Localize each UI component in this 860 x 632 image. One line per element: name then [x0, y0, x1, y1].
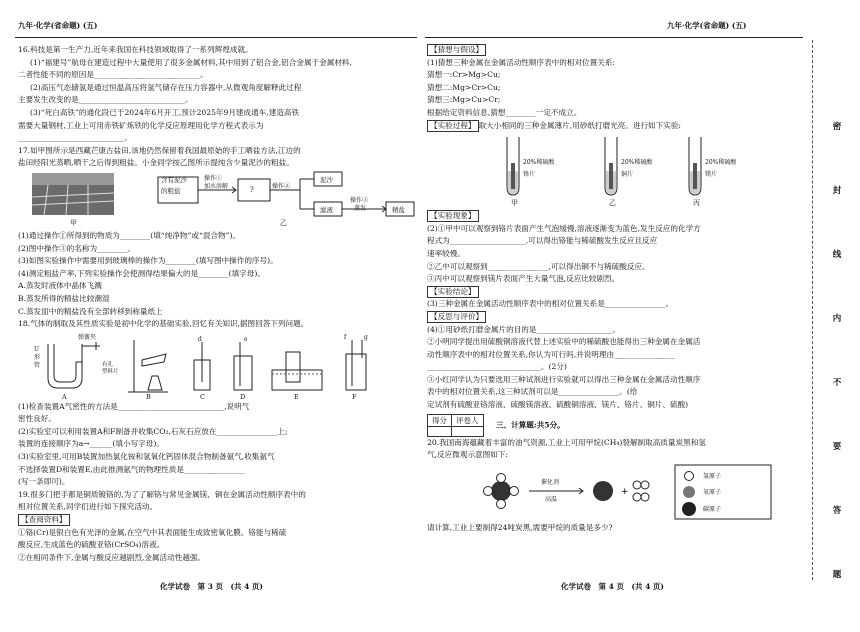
tube-jia-metal: 铬片: [523, 171, 536, 179]
q17-option: B.蒸发所得的精盐比较潮湿: [18, 293, 110, 303]
q20-line: 气,反应微观示意图如下:: [427, 450, 508, 460]
fig-label-yi: 乙: [280, 218, 287, 227]
seal-char: 封: [832, 186, 842, 196]
q16-line: ____________________________。: [18, 133, 132, 143]
conclusion-tag: 【实验结论】: [427, 286, 479, 298]
legend-o-label: 氧原子: [703, 488, 722, 496]
q18-line: 不选择装置D和装置E,由此推测氨气的物理性质是________________: [18, 464, 245, 474]
q18-line: 18.气体的制取及其性质实验是初中化学的基础实验,回忆有关知识,据图回答下列问题。: [18, 319, 309, 329]
guess-line: 猜想一:Cr>Mg>Cu;: [427, 70, 501, 80]
header-rule: [425, 37, 803, 38]
q16-line: 需要大量钢材,工业上可用赤铁矿炼铁的化学反应原理用化学方程式表示为: [18, 120, 264, 130]
obs-line: 速率较慢。: [427, 248, 465, 258]
carbon-product: [593, 481, 613, 501]
tube-yi: [605, 137, 617, 195]
catalyst-label: 催化剂: [541, 478, 560, 486]
apparatus-label-a: A: [62, 392, 67, 401]
q17-option: C.蒸发皿中的精盐没有全部转移到称量纸上: [18, 306, 163, 316]
footer-right: 化学试卷 第 4 页 (共 4 页): [561, 582, 664, 591]
legend-c-label: 碳原子: [703, 505, 722, 513]
tube-yi-label: 乙: [609, 199, 616, 208]
seal-char: 线: [832, 250, 842, 260]
grader-input[interactable]: [452, 426, 484, 436]
obs-line: (2)①甲中可以观察到铬片表面产生气泡缓慢,溶液逐渐变为蓝色,发生反应的化学方: [427, 223, 701, 233]
spring-clip-label: 弹簧夹: [78, 333, 97, 341]
header-rule: [15, 37, 417, 38]
seal-char: 不: [832, 378, 842, 388]
q17-figure: [18, 171, 416, 229]
q17-line: (1)通过操作①所得到的物质为________(填“纯净物”或“混合物”)。: [18, 230, 241, 240]
guess-line: (1)猜想三种金属在金属活动性顺序表中的相对位置关系:: [427, 57, 615, 67]
section-tag: [18, 514, 416, 527]
seal-char: 答: [832, 506, 842, 516]
q16-line: 16.科技是第一生产力,近年来我国在科技领域取得了一系列辉煌成就。: [18, 45, 253, 54]
flow-crude-salt: 含有泥沙 的粗盐: [161, 175, 187, 195]
eval-line: (4)①用砂纸打磨金属片的目的是____________________。: [427, 324, 621, 334]
obs-line: ③丙中可以观察到镁片表面产生大量气泡,反应比较剧烈。: [427, 274, 620, 284]
q18-figure: [18, 332, 416, 400]
svg-text:+: +: [621, 486, 629, 497]
port-g: g: [364, 333, 368, 341]
port-d: d: [198, 335, 202, 343]
q19-line: ②在相同条件下,金属与酸反应越剧烈,金属活动性越强。: [18, 552, 206, 562]
flow-op3: 操作③ 蒸发: [350, 196, 369, 212]
apparatus-label-b: B: [146, 392, 151, 401]
legend-h-label: 氢原子: [703, 472, 722, 480]
procedure-text: 取大小相同的三种金属薄片,用砂纸打磨光亮。进行如下实验:: [478, 120, 681, 130]
q17-line: 盐田经阳光蒸晒,晒干之后得到粗盐。小金同学按乙图所示提纯含少量泥沙的粗盐。: [18, 158, 294, 168]
header-right: 九年·化学(省命题) (五): [667, 21, 747, 30]
q17-option: A.蒸发时液体中晶体飞溅: [18, 281, 102, 291]
conclusion-line: (3)三种金属在金属活动性顺序表中的相对位置关系是________________。: [427, 299, 674, 309]
q19-line: 酸反应,生成蓝色的硫酸亚铬(CrSO₄)溶液。: [18, 540, 165, 550]
q17-line: (4)测定粗盐产率,下列实验操作会使测得结果偏大的是________(填字母)。: [18, 268, 265, 278]
tube-yi-metal: 铜片: [621, 171, 634, 179]
test-tube-figure: [427, 133, 805, 209]
q18-line: (1)检查装置A气密性的方法是____________________________,说明气: [18, 401, 250, 411]
hydrogen-product: [633, 481, 649, 501]
q16-line: (2)高压气态储氢是通过恒温高压将氢气储存在压力容器中,从微观角度解释此过程: [30, 82, 302, 92]
seal-char: 内: [832, 314, 842, 324]
reaction-diagram: [427, 463, 805, 521]
tube-bing: [689, 137, 701, 195]
reference-tag: 【查阅资料】: [18, 514, 70, 526]
q19-line: 19.很多门把手都是铜质镀铬的,为了了解铬与常见金属镁、铜在金属活动性顺序表中的: [18, 489, 306, 499]
q20-line: 20.我国南海蕴藏着丰富的油气资源,工业上可用甲烷(CH₄)裂解制取高质量炭黑和氢: [427, 437, 706, 447]
port-f: f: [344, 333, 347, 341]
seal-char: 题: [832, 570, 842, 580]
left-content: [18, 44, 416, 564]
flow-filtrate: 滤液: [320, 205, 333, 214]
apparatus-label-d: D: [240, 392, 246, 401]
seal-char: 密: [832, 122, 842, 132]
apparatus-label-e: E: [294, 392, 299, 401]
score-cell: 得分: [428, 414, 452, 426]
tube-jia: [507, 137, 519, 195]
q16-line: (1)“福建号”航母在建造过程中大量使用了很多金属材料,其中用到了铝合金,铝合金属于金属材料,: [30, 57, 352, 67]
left-page: [0, 0, 420, 608]
eval-line: ③小红同学认为只要选用三种试剂进行实验就可以得出三种金属在金属活动性顺序: [427, 374, 701, 384]
q16-line: (3)“死白高铁”的通化段已于2024年6月开工,预计2025年9月建成通车,建造高铁: [30, 107, 300, 117]
temperature-label: 高温: [545, 495, 558, 503]
q19-line: 相对位置关系,同学们进行如下探究活动。: [18, 502, 158, 512]
reflection-tag: 【反思与评价】: [427, 311, 486, 323]
obs-line: ②乙中可以观察到________________,可以得出铜不与稀硫酸反应。: [427, 261, 650, 271]
tube-jia-label: 甲: [511, 199, 518, 208]
water-trough: [272, 370, 322, 390]
eval-line: ______________________________。(2分): [427, 362, 567, 372]
right-page: [425, 0, 860, 608]
footer-left: 化学试卷 第 3 页 (共 4 页): [160, 582, 263, 591]
q18-line: (3)实验室里,可用B装置加热氯化铵和氢氧化钙固体混合物制备氨气,收集氨气: [18, 452, 275, 462]
plastic-sheet-label: 有孔 塑料片: [102, 361, 119, 375]
tube-jia-acid: 20%稀硫酸: [523, 159, 555, 167]
guess-line: 根据给定资料信息,猜想________一定不成立。: [427, 107, 582, 117]
section3-title: 三、计算题:共5分。: [495, 420, 565, 430]
grader-cell: 评卷人: [452, 414, 484, 426]
flow-unknown: ?: [250, 185, 254, 194]
score-input[interactable]: [428, 426, 452, 436]
score-table: [427, 414, 484, 437]
legend-c: [682, 502, 696, 516]
seal-line-text: [827, 120, 847, 632]
flow-mud: 泥沙: [320, 175, 333, 184]
q16-line: 主要发生改变的是____________________________。: [18, 95, 193, 105]
guess-line: 猜想二:Mg>Cr>Cu;: [427, 82, 501, 92]
port-e: e: [244, 335, 248, 343]
methane-cracking-svg: [427, 463, 805, 521]
q19-line: ①铬(Cr)是银白色有光泽的金属,在空气中其表面能生成致密氧化膜。铬能与稀硫: [18, 527, 287, 537]
q17-line: 17.如甲图所示是西藏芒康古盐田,该地仍然保留着我国最原始的手工晒盐方法,江边的: [18, 145, 301, 155]
eval-line: 表中的相对位置关系,这三种试剂可以是________________。(给: [427, 387, 638, 397]
q17-line: (3)如图实验操作中需要用到玻璃棒的操作为________(填写图中操作的序号)。: [18, 256, 278, 266]
alcohol-lamp: [148, 376, 162, 390]
seal-char: 要: [832, 442, 842, 452]
q18-line: (写一条即可)。: [18, 477, 70, 487]
eval-line: 定试剂有硫酸亚铬溶液、硫酸镁溶液、硫酸铜溶液、镁片、铬片、铜片、硫酸): [427, 400, 689, 410]
tube-bing-label: 丙: [693, 199, 700, 208]
test-tube: [142, 354, 166, 366]
eval-line: 动性顺序表中的相对位置关系,你认为可行吗,并说明理由________________: [427, 349, 675, 359]
hypothesis-tag: 【猜想与假设】: [427, 44, 486, 56]
q18-line: 密性良好。: [18, 414, 56, 424]
tube-bing-acid: 20%稀硫酸: [705, 159, 737, 167]
eval-line: ②小明同学提出用硫酸铜溶液代替上述实验中的稀硫酸也能得出三种金属在金属活: [427, 337, 701, 347]
u-tube: [48, 344, 82, 388]
three-test-tubes: [427, 133, 805, 209]
methane-molecule: [484, 473, 519, 508]
apparatus-label-f: F: [352, 392, 357, 401]
flow-op2: 操作②: [272, 182, 291, 190]
flow-op1: 操作① 加水溶解: [204, 174, 229, 190]
q17-line: (2)图中操作③的名称为________。: [18, 243, 136, 253]
q20-question: 请计算,工业上要制得24吨炭黑,需要甲烷的质量是多少?: [427, 522, 613, 532]
right-content: [427, 44, 805, 534]
flow-salt: 精盐: [392, 205, 405, 214]
header-left: 九年·化学(省命题) (五): [18, 21, 98, 30]
fig-label-jia: 甲: [70, 218, 77, 227]
apparatus-label-c: C: [200, 392, 205, 401]
obs-line: 程式为____________________,可以得出铬能与稀硫酸发生反应且反应: [427, 236, 658, 246]
q18-line: 装置的连接顺序为a→______(填小写字母)。: [18, 439, 164, 449]
tube-yi-acid: 20%稀硫酸: [621, 159, 653, 167]
u-tube-label: U 形 管: [34, 345, 41, 369]
q16-line: 二者性能不同的原因是____________________________。: [18, 70, 208, 80]
legend-h: [685, 471, 694, 480]
legend-o: [683, 486, 695, 498]
observation-tag: 【实验现象】: [427, 210, 479, 222]
q18-line: (2)实验室可以利用装置A和F制备并收集CO₂,石灰石应放在________________上;: [18, 426, 288, 436]
guess-line: 猜想三:Mg>Cu>Cr;: [427, 95, 501, 105]
procedure-tag: 【实验过程】: [427, 120, 479, 132]
tube-bing-metal: 镁片: [705, 171, 718, 179]
